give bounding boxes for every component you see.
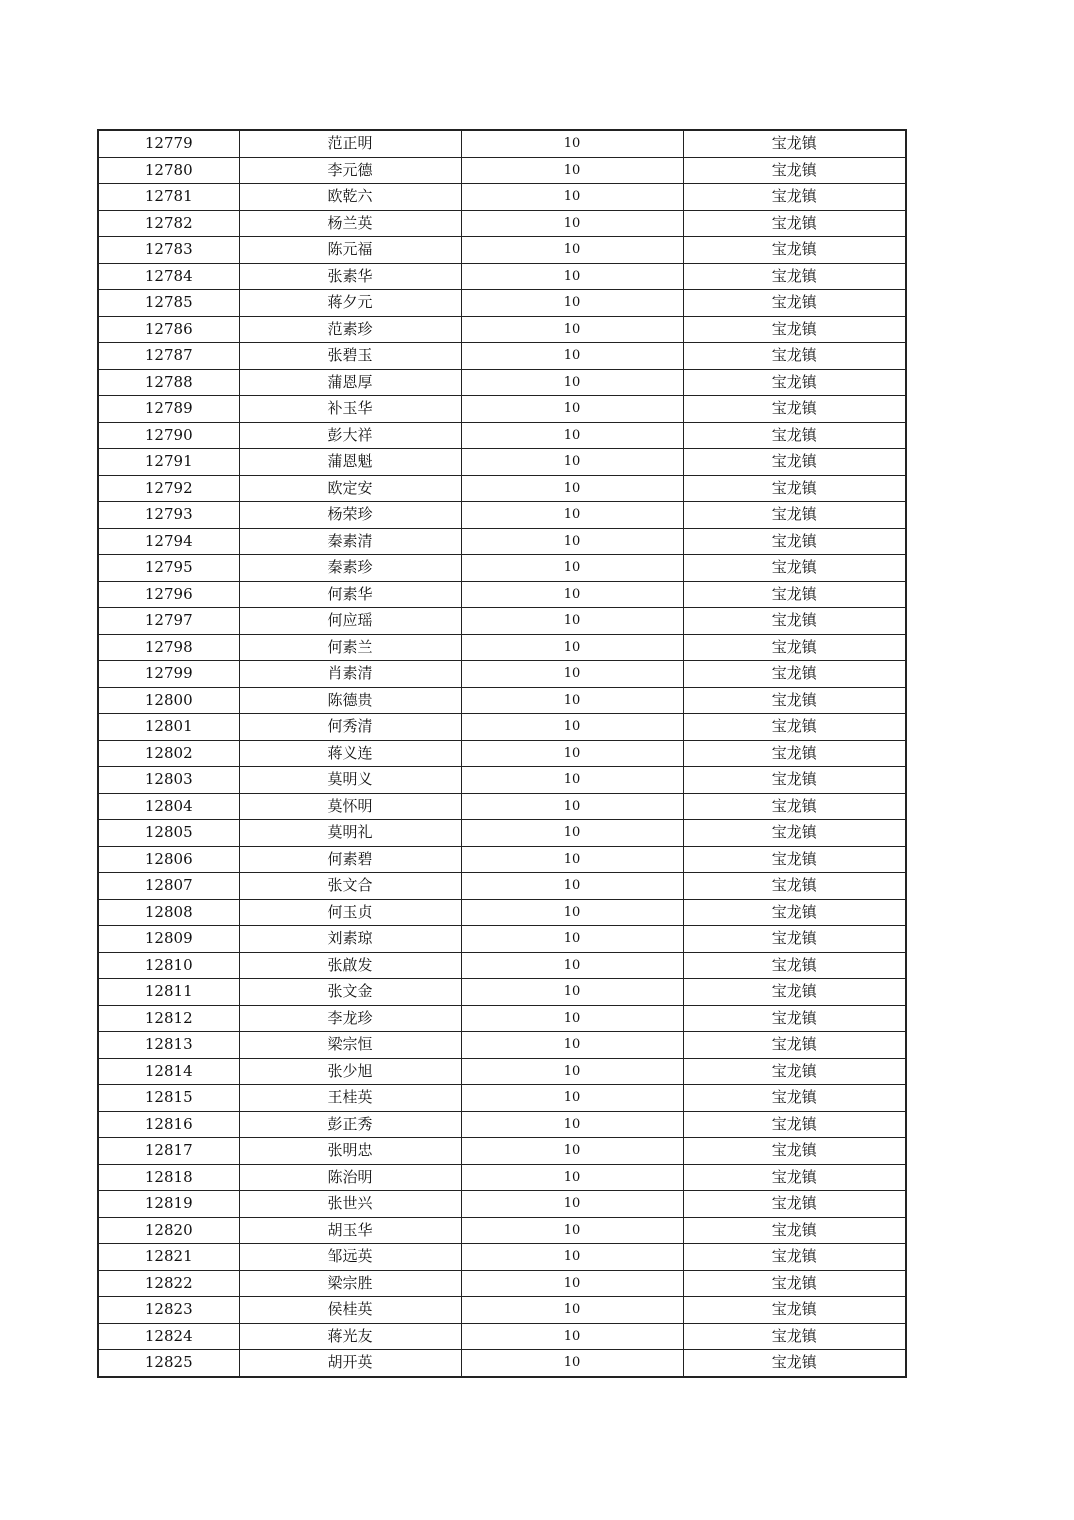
row-number-cell: 12788 xyxy=(98,369,239,396)
table-row xyxy=(98,369,906,396)
table-row xyxy=(98,237,906,264)
name-cell: 欧乾六 xyxy=(239,184,461,211)
row-number-cell: 12814 xyxy=(98,1058,239,1085)
town-cell: 宝龙镇 xyxy=(683,157,906,184)
amount-cell: 10 xyxy=(461,1244,683,1271)
name-cell: 彭大祥 xyxy=(239,422,461,449)
row-number-cell: 12787 xyxy=(98,343,239,370)
name-cell: 何应瑶 xyxy=(239,608,461,635)
amount-cell: 10 xyxy=(461,1058,683,1085)
town-cell: 宝龙镇 xyxy=(683,687,906,714)
table-row xyxy=(98,184,906,211)
name-cell: 张啟发 xyxy=(239,952,461,979)
table-row xyxy=(98,1323,906,1350)
amount-cell: 10 xyxy=(461,130,683,157)
row-number-cell: 12796 xyxy=(98,581,239,608)
name-cell: 李元德 xyxy=(239,157,461,184)
town-cell: 宝龙镇 xyxy=(683,873,906,900)
amount-cell: 10 xyxy=(461,1323,683,1350)
town-cell: 宝龙镇 xyxy=(683,1323,906,1350)
town-cell: 宝龙镇 xyxy=(683,1032,906,1059)
row-number-cell: 12786 xyxy=(98,316,239,343)
amount-cell: 10 xyxy=(461,979,683,1006)
table-row xyxy=(98,714,906,741)
row-number-cell: 12780 xyxy=(98,157,239,184)
table-row xyxy=(98,687,906,714)
table-row xyxy=(98,263,906,290)
row-number-cell: 12822 xyxy=(98,1270,239,1297)
name-cell: 陈德贵 xyxy=(239,687,461,714)
row-number-cell: 12813 xyxy=(98,1032,239,1059)
table-row xyxy=(98,608,906,635)
town-cell: 宝龙镇 xyxy=(683,369,906,396)
table-row xyxy=(98,396,906,423)
table-row xyxy=(98,1085,906,1112)
table-row xyxy=(98,899,906,926)
town-cell: 宝龙镇 xyxy=(683,422,906,449)
row-number-cell: 12823 xyxy=(98,1297,239,1324)
row-number-cell: 12783 xyxy=(98,237,239,264)
amount-cell: 10 xyxy=(461,449,683,476)
table-row xyxy=(98,157,906,184)
amount-cell: 10 xyxy=(461,714,683,741)
table-row xyxy=(98,475,906,502)
row-number-cell: 12785 xyxy=(98,290,239,317)
town-cell: 宝龙镇 xyxy=(683,608,906,635)
town-cell: 宝龙镇 xyxy=(683,661,906,688)
name-cell: 陈治明 xyxy=(239,1164,461,1191)
table-row xyxy=(98,1032,906,1059)
table-row xyxy=(98,502,906,529)
town-cell: 宝龙镇 xyxy=(683,555,906,582)
name-cell: 梁宗胜 xyxy=(239,1270,461,1297)
amount-cell: 10 xyxy=(461,661,683,688)
name-cell: 何素碧 xyxy=(239,846,461,873)
amount-cell: 10 xyxy=(461,210,683,237)
row-number-cell: 12804 xyxy=(98,793,239,820)
amount-cell: 10 xyxy=(461,263,683,290)
name-cell: 何秀清 xyxy=(239,714,461,741)
table-row xyxy=(98,1164,906,1191)
amount-cell: 10 xyxy=(461,1217,683,1244)
row-number-cell: 12817 xyxy=(98,1138,239,1165)
table-row xyxy=(98,1297,906,1324)
name-cell: 范正明 xyxy=(239,130,461,157)
town-cell: 宝龙镇 xyxy=(683,1217,906,1244)
name-cell: 范素珍 xyxy=(239,316,461,343)
town-cell: 宝龙镇 xyxy=(683,502,906,529)
amount-cell: 10 xyxy=(461,926,683,953)
row-number-cell: 12825 xyxy=(98,1350,239,1377)
name-cell: 蒋光友 xyxy=(239,1323,461,1350)
town-cell: 宝龙镇 xyxy=(683,899,906,926)
data-table xyxy=(97,129,907,1378)
town-cell: 宝龙镇 xyxy=(683,290,906,317)
row-number-cell: 12801 xyxy=(98,714,239,741)
row-number-cell: 12818 xyxy=(98,1164,239,1191)
table-row xyxy=(98,1058,906,1085)
table-row xyxy=(98,130,906,157)
name-cell: 杨荣珍 xyxy=(239,502,461,529)
row-number-cell: 12807 xyxy=(98,873,239,900)
row-number-cell: 12810 xyxy=(98,952,239,979)
name-cell: 陈元福 xyxy=(239,237,461,264)
name-cell: 胡玉华 xyxy=(239,1217,461,1244)
amount-cell: 10 xyxy=(461,502,683,529)
row-number-cell: 12791 xyxy=(98,449,239,476)
table-row xyxy=(98,1111,906,1138)
town-cell: 宝龙镇 xyxy=(683,1191,906,1218)
name-cell: 莫明义 xyxy=(239,767,461,794)
amount-cell: 10 xyxy=(461,369,683,396)
town-cell: 宝龙镇 xyxy=(683,237,906,264)
table-row xyxy=(98,1217,906,1244)
table-row xyxy=(98,1191,906,1218)
amount-cell: 10 xyxy=(461,1164,683,1191)
row-number-cell: 12790 xyxy=(98,422,239,449)
row-number-cell: 12809 xyxy=(98,926,239,953)
table-row xyxy=(98,1005,906,1032)
name-cell: 何玉贞 xyxy=(239,899,461,926)
table-row xyxy=(98,343,906,370)
town-cell: 宝龙镇 xyxy=(683,979,906,1006)
row-number-cell: 12805 xyxy=(98,820,239,847)
row-number-cell: 12802 xyxy=(98,740,239,767)
town-cell: 宝龙镇 xyxy=(683,740,906,767)
name-cell: 补玉华 xyxy=(239,396,461,423)
row-number-cell: 12797 xyxy=(98,608,239,635)
row-number-cell: 12824 xyxy=(98,1323,239,1350)
amount-cell: 10 xyxy=(461,952,683,979)
amount-cell: 10 xyxy=(461,634,683,661)
amount-cell: 10 xyxy=(461,475,683,502)
name-cell: 肖素清 xyxy=(239,661,461,688)
amount-cell: 10 xyxy=(461,1270,683,1297)
town-cell: 宝龙镇 xyxy=(683,767,906,794)
amount-cell: 10 xyxy=(461,396,683,423)
name-cell: 蒋义连 xyxy=(239,740,461,767)
row-number-cell: 12815 xyxy=(98,1085,239,1112)
table-row xyxy=(98,210,906,237)
name-cell: 李龙珍 xyxy=(239,1005,461,1032)
town-cell: 宝龙镇 xyxy=(683,475,906,502)
name-cell: 何素兰 xyxy=(239,634,461,661)
table-row xyxy=(98,555,906,582)
table-row xyxy=(98,979,906,1006)
town-cell: 宝龙镇 xyxy=(683,793,906,820)
name-cell: 张明忠 xyxy=(239,1138,461,1165)
row-number-cell: 12816 xyxy=(98,1111,239,1138)
town-cell: 宝龙镇 xyxy=(683,449,906,476)
row-number-cell: 12789 xyxy=(98,396,239,423)
name-cell: 胡开英 xyxy=(239,1350,461,1377)
town-cell: 宝龙镇 xyxy=(683,1270,906,1297)
amount-cell: 10 xyxy=(461,1111,683,1138)
amount-cell: 10 xyxy=(461,1085,683,1112)
town-cell: 宝龙镇 xyxy=(683,820,906,847)
name-cell: 彭正秀 xyxy=(239,1111,461,1138)
table-row xyxy=(98,449,906,476)
name-cell: 杨兰英 xyxy=(239,210,461,237)
town-cell: 宝龙镇 xyxy=(683,1058,906,1085)
table-row xyxy=(98,290,906,317)
row-number-cell: 12800 xyxy=(98,687,239,714)
amount-cell: 10 xyxy=(461,793,683,820)
row-number-cell: 12798 xyxy=(98,634,239,661)
amount-cell: 10 xyxy=(461,528,683,555)
town-cell: 宝龙镇 xyxy=(683,316,906,343)
amount-cell: 10 xyxy=(461,581,683,608)
name-cell: 莫怀明 xyxy=(239,793,461,820)
amount-cell: 10 xyxy=(461,1191,683,1218)
table-row xyxy=(98,926,906,953)
town-cell: 宝龙镇 xyxy=(683,1085,906,1112)
table-row xyxy=(98,1270,906,1297)
table-row xyxy=(98,528,906,555)
town-cell: 宝龙镇 xyxy=(683,926,906,953)
amount-cell: 10 xyxy=(461,846,683,873)
town-cell: 宝龙镇 xyxy=(683,1138,906,1165)
amount-cell: 10 xyxy=(461,343,683,370)
row-number-cell: 12795 xyxy=(98,555,239,582)
name-cell: 侯桂英 xyxy=(239,1297,461,1324)
row-number-cell: 12803 xyxy=(98,767,239,794)
town-cell: 宝龙镇 xyxy=(683,634,906,661)
amount-cell: 10 xyxy=(461,873,683,900)
amount-cell: 10 xyxy=(461,237,683,264)
amount-cell: 10 xyxy=(461,157,683,184)
town-cell: 宝龙镇 xyxy=(683,1244,906,1271)
row-number-cell: 12820 xyxy=(98,1217,239,1244)
town-cell: 宝龙镇 xyxy=(683,952,906,979)
row-number-cell: 12779 xyxy=(98,130,239,157)
name-cell: 张素华 xyxy=(239,263,461,290)
row-number-cell: 12806 xyxy=(98,846,239,873)
name-cell: 蒲恩魁 xyxy=(239,449,461,476)
amount-cell: 10 xyxy=(461,555,683,582)
town-cell: 宝龙镇 xyxy=(683,184,906,211)
table-row xyxy=(98,1244,906,1271)
amount-cell: 10 xyxy=(461,1297,683,1324)
row-number-cell: 12819 xyxy=(98,1191,239,1218)
amount-cell: 10 xyxy=(461,1138,683,1165)
town-cell: 宝龙镇 xyxy=(683,210,906,237)
town-cell: 宝龙镇 xyxy=(683,581,906,608)
name-cell: 莫明礼 xyxy=(239,820,461,847)
table-row xyxy=(98,820,906,847)
row-number-cell: 12799 xyxy=(98,661,239,688)
name-cell: 张少旭 xyxy=(239,1058,461,1085)
row-number-cell: 12821 xyxy=(98,1244,239,1271)
table-row xyxy=(98,1138,906,1165)
amount-cell: 10 xyxy=(461,608,683,635)
name-cell: 秦素珍 xyxy=(239,555,461,582)
row-number-cell: 12808 xyxy=(98,899,239,926)
town-cell: 宝龙镇 xyxy=(683,1297,906,1324)
row-number-cell: 12811 xyxy=(98,979,239,1006)
name-cell: 何素华 xyxy=(239,581,461,608)
table-row xyxy=(98,846,906,873)
row-number-cell: 12781 xyxy=(98,184,239,211)
name-cell: 刘素琼 xyxy=(239,926,461,953)
name-cell: 蒋夕元 xyxy=(239,290,461,317)
town-cell: 宝龙镇 xyxy=(683,1005,906,1032)
town-cell: 宝龙镇 xyxy=(683,1350,906,1377)
amount-cell: 10 xyxy=(461,820,683,847)
row-number-cell: 12782 xyxy=(98,210,239,237)
table-row xyxy=(98,581,906,608)
table-row xyxy=(98,740,906,767)
row-number-cell: 12793 xyxy=(98,502,239,529)
town-cell: 宝龙镇 xyxy=(683,1164,906,1191)
town-cell: 宝龙镇 xyxy=(683,263,906,290)
name-cell: 欧定安 xyxy=(239,475,461,502)
amount-cell: 10 xyxy=(461,422,683,449)
row-number-cell: 12784 xyxy=(98,263,239,290)
amount-cell: 10 xyxy=(461,1032,683,1059)
amount-cell: 10 xyxy=(461,899,683,926)
table-row xyxy=(98,634,906,661)
town-cell: 宝龙镇 xyxy=(683,846,906,873)
town-cell: 宝龙镇 xyxy=(683,396,906,423)
table-row xyxy=(98,767,906,794)
name-cell: 邹远英 xyxy=(239,1244,461,1271)
amount-cell: 10 xyxy=(461,1350,683,1377)
town-cell: 宝龙镇 xyxy=(683,1111,906,1138)
town-cell: 宝龙镇 xyxy=(683,714,906,741)
table-row xyxy=(98,952,906,979)
amount-cell: 10 xyxy=(461,767,683,794)
table-row xyxy=(98,316,906,343)
amount-cell: 10 xyxy=(461,740,683,767)
town-cell: 宝龙镇 xyxy=(683,528,906,555)
amount-cell: 10 xyxy=(461,290,683,317)
amount-cell: 10 xyxy=(461,1005,683,1032)
row-number-cell: 12812 xyxy=(98,1005,239,1032)
amount-cell: 10 xyxy=(461,687,683,714)
name-cell: 王桂英 xyxy=(239,1085,461,1112)
table-row xyxy=(98,661,906,688)
town-cell: 宝龙镇 xyxy=(683,343,906,370)
amount-cell: 10 xyxy=(461,184,683,211)
table-row xyxy=(98,793,906,820)
amount-cell: 10 xyxy=(461,316,683,343)
table-row xyxy=(98,422,906,449)
table-row xyxy=(98,873,906,900)
row-number-cell: 12794 xyxy=(98,528,239,555)
name-cell: 张文合 xyxy=(239,873,461,900)
name-cell: 蒲恩厚 xyxy=(239,369,461,396)
name-cell: 秦素清 xyxy=(239,528,461,555)
row-number-cell: 12792 xyxy=(98,475,239,502)
name-cell: 张碧玉 xyxy=(239,343,461,370)
table-body xyxy=(98,130,906,1377)
name-cell: 张世兴 xyxy=(239,1191,461,1218)
name-cell: 张文金 xyxy=(239,979,461,1006)
table-row xyxy=(98,1350,906,1377)
town-cell: 宝龙镇 xyxy=(683,130,906,157)
name-cell: 梁宗恒 xyxy=(239,1032,461,1059)
